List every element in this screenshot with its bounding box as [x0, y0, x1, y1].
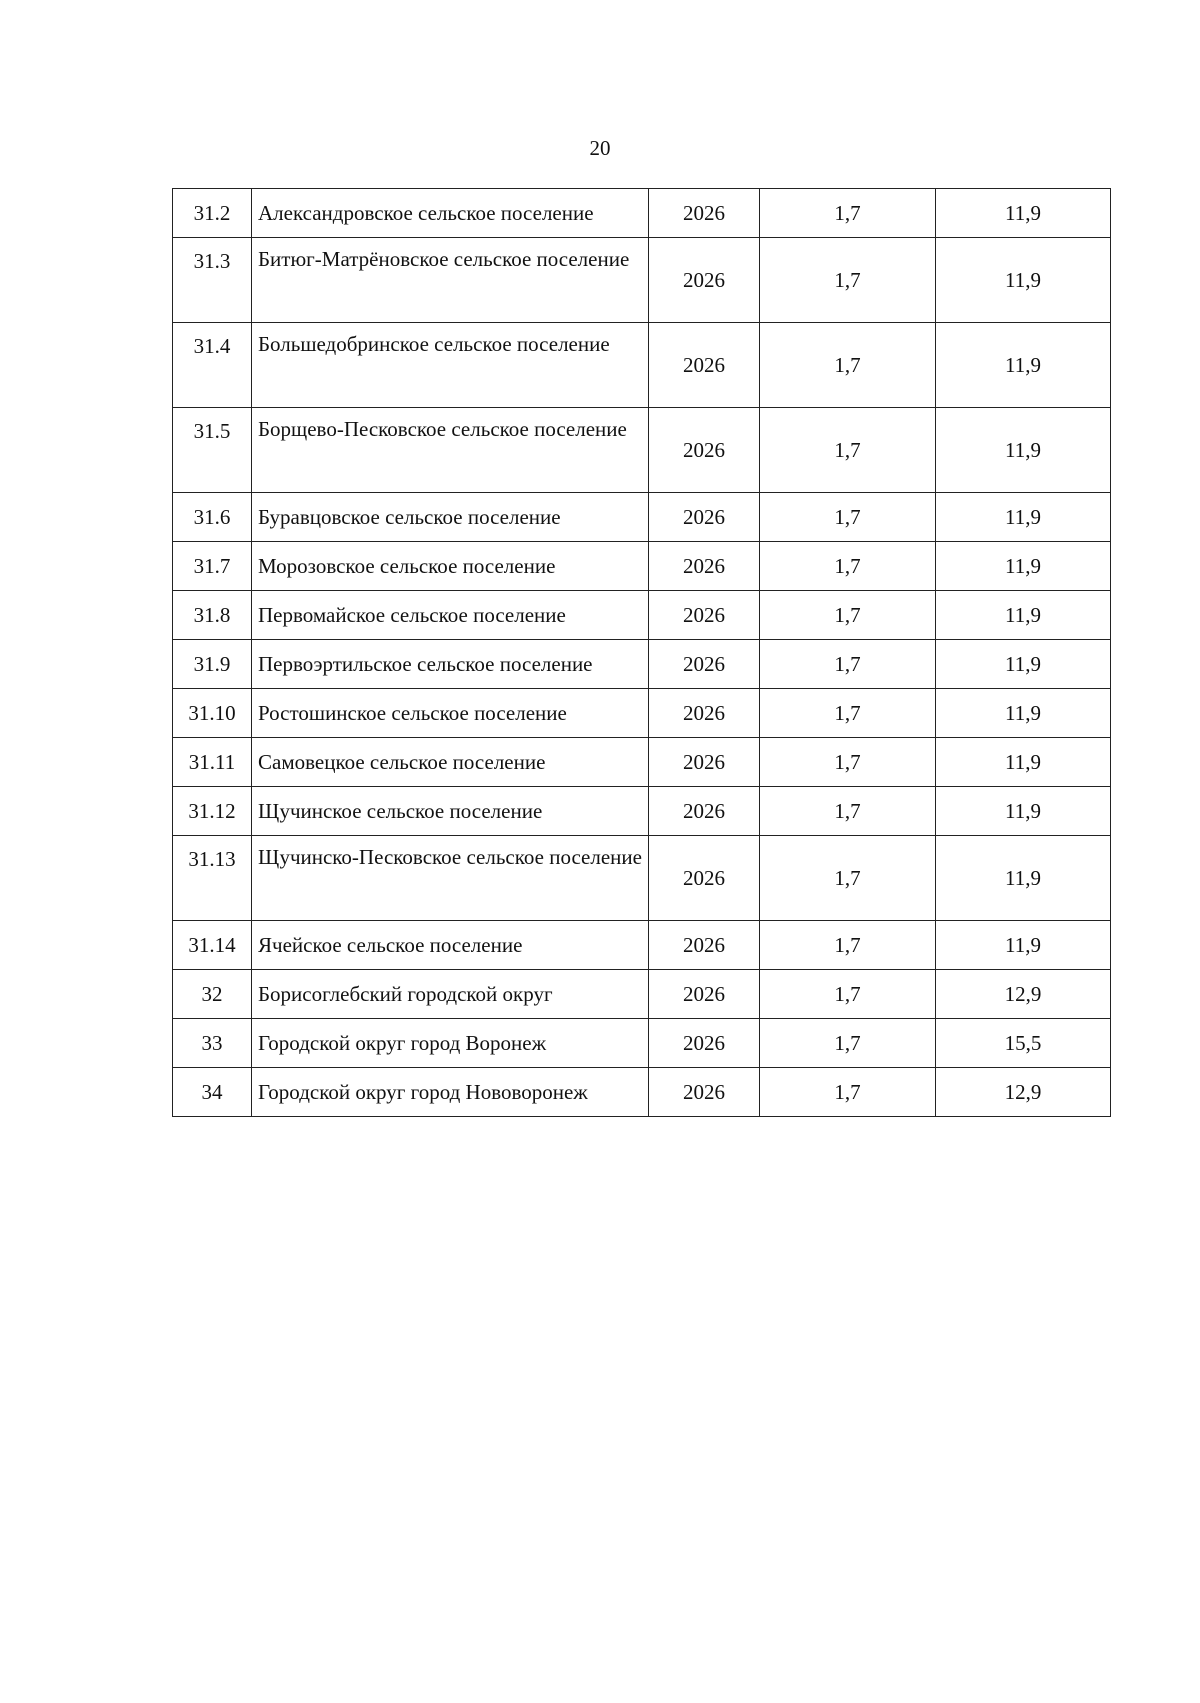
municipality-name-cell: Морозовское сельское поселение: [252, 542, 649, 591]
value-b-cell: 12,9: [936, 970, 1111, 1019]
table-row: [173, 493, 1111, 542]
table-row: [173, 591, 1111, 640]
table-row: [173, 323, 1111, 408]
year-cell: 2026: [649, 921, 760, 970]
table-row: [173, 1019, 1111, 1068]
year-cell: 2026: [649, 970, 760, 1019]
value-a-cell: 1,7: [760, 591, 936, 640]
year-cell: 2026: [649, 189, 760, 238]
year-cell: 2026: [649, 787, 760, 836]
row-number-cell: 31.7: [173, 542, 252, 591]
value-b-cell: 11,9: [936, 542, 1111, 591]
table-row: [173, 970, 1111, 1019]
row-number-cell: 31.11: [173, 738, 252, 787]
value-b-cell: 11,9: [936, 738, 1111, 787]
municipality-name-cell: Первомайское сельское поселение: [252, 591, 649, 640]
row-number-cell: 31.5: [173, 408, 252, 493]
value-a-cell: 1,7: [760, 493, 936, 542]
table-row: [173, 189, 1111, 238]
year-cell: 2026: [649, 1019, 760, 1068]
year-cell: 2026: [649, 323, 760, 408]
value-a-cell: 1,7: [760, 408, 936, 493]
row-number-cell: 31.12: [173, 787, 252, 836]
municipality-name-cell: Александровское сельское поселение: [252, 189, 649, 238]
value-b-cell: 11,9: [936, 836, 1111, 921]
value-b-cell: 11,9: [936, 493, 1111, 542]
row-number-cell: 31.8: [173, 591, 252, 640]
value-a-cell: 1,7: [760, 921, 936, 970]
row-number-cell: 32: [173, 970, 252, 1019]
value-a-cell: 1,7: [760, 189, 936, 238]
value-a-cell: 1,7: [760, 970, 936, 1019]
value-b-cell: 11,9: [936, 189, 1111, 238]
data-table: [172, 188, 1111, 1117]
table-row: [173, 640, 1111, 689]
municipality-name-cell: Щучинское сельское поселение: [252, 787, 649, 836]
value-b-cell: 11,9: [936, 640, 1111, 689]
table-row: [173, 689, 1111, 738]
value-b-cell: 11,9: [936, 408, 1111, 493]
municipality-name-cell: Борщево-Песковское сельское поселение: [252, 408, 649, 493]
table-row: [173, 238, 1111, 323]
year-cell: 2026: [649, 738, 760, 787]
value-b-cell: 11,9: [936, 921, 1111, 970]
year-cell: 2026: [649, 238, 760, 323]
value-a-cell: 1,7: [760, 323, 936, 408]
value-b-cell: 11,9: [936, 323, 1111, 408]
table-body: [173, 189, 1111, 1117]
row-number-cell: 31.14: [173, 921, 252, 970]
row-number-cell: 31.13: [173, 836, 252, 921]
table-row: [173, 738, 1111, 787]
row-number-cell: 31.6: [173, 493, 252, 542]
value-a-cell: 1,7: [760, 1019, 936, 1068]
table-row: [173, 1068, 1111, 1117]
municipality-name-cell: Борисоглебский городской округ: [252, 970, 649, 1019]
municipality-name-cell: Битюг-Матрёновское сельское поселение: [252, 238, 649, 323]
value-b-cell: 11,9: [936, 787, 1111, 836]
municipality-name-cell: Буравцовское сельское поселение: [252, 493, 649, 542]
page-number: 20: [589, 136, 611, 160]
municipality-name-cell: Первоэртильское сельское поселение: [252, 640, 649, 689]
municipality-name-cell: Большедобринское сельское поселение: [252, 323, 649, 408]
year-cell: 2026: [649, 542, 760, 591]
municipality-name-cell: Городской округ город Нововоронеж: [252, 1068, 649, 1117]
table-row: [173, 408, 1111, 493]
value-a-cell: 1,7: [760, 689, 936, 738]
municipality-name-cell: Ростошинское сельское поселение: [252, 689, 649, 738]
row-number-cell: 31.4: [173, 323, 252, 408]
table-row: [173, 787, 1111, 836]
year-cell: 2026: [649, 836, 760, 921]
table-row: [173, 921, 1111, 970]
year-cell: 2026: [649, 493, 760, 542]
table-row: [173, 542, 1111, 591]
value-b-cell: 15,5: [936, 1019, 1111, 1068]
municipality-name-cell: Городской округ город Воронеж: [252, 1019, 649, 1068]
value-b-cell: 11,9: [936, 689, 1111, 738]
value-a-cell: 1,7: [760, 836, 936, 921]
value-a-cell: 1,7: [760, 1068, 936, 1117]
value-a-cell: 1,7: [760, 640, 936, 689]
value-a-cell: 1,7: [760, 738, 936, 787]
municipality-name-cell: Самовецкое сельское поселение: [252, 738, 649, 787]
year-cell: 2026: [649, 408, 760, 493]
municipality-name-cell: Щучинско-Песковское сельское поселение: [252, 836, 649, 921]
row-number-cell: 31.9: [173, 640, 252, 689]
value-a-cell: 1,7: [760, 542, 936, 591]
row-number-cell: 31.2: [173, 189, 252, 238]
value-a-cell: 1,7: [760, 787, 936, 836]
municipality-name-cell: Ячейское сельское поселение: [252, 921, 649, 970]
value-a-cell: 1,7: [760, 238, 936, 323]
year-cell: 2026: [649, 1068, 760, 1117]
row-number-cell: 33: [173, 1019, 252, 1068]
row-number-cell: 31.10: [173, 689, 252, 738]
value-b-cell: 11,9: [936, 238, 1111, 323]
row-number-cell: 31.3: [173, 238, 252, 323]
value-b-cell: 11,9: [936, 591, 1111, 640]
table-row: [173, 836, 1111, 921]
year-cell: 2026: [649, 689, 760, 738]
value-b-cell: 12,9: [936, 1068, 1111, 1117]
year-cell: 2026: [649, 640, 760, 689]
year-cell: 2026: [649, 591, 760, 640]
row-number-cell: 34: [173, 1068, 252, 1117]
